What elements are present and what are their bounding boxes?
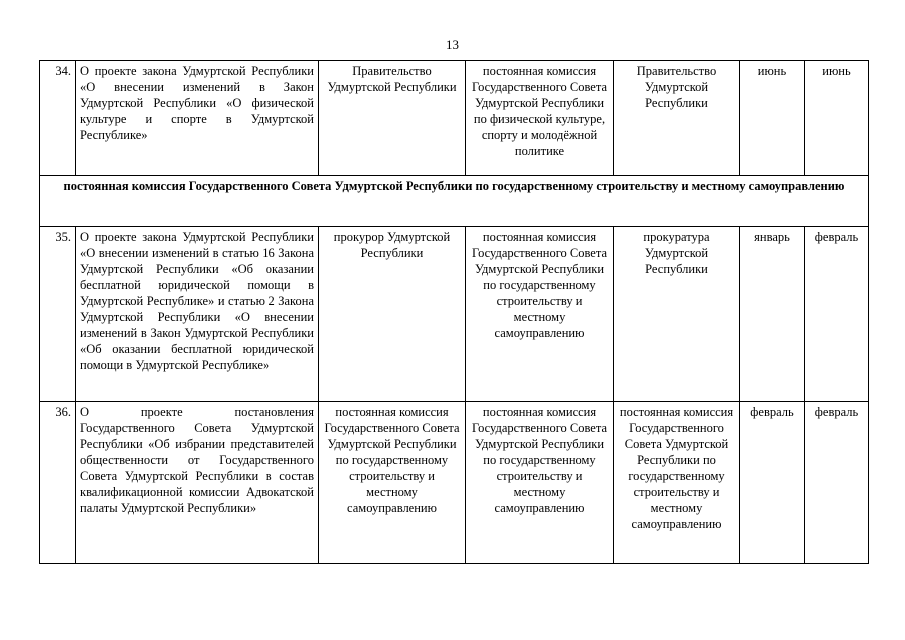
bill-title: О проекте закона Удмуртской Республики «О внесении изменений в статью 16 Закона Удмуртской Республики «Об оказании бесплатной юридической помощи в Удмуртской Республике» и статью 2 Закона Удмуртской Республики «О внесении изменений в Закон Удмуртской Республики «Об оказании бесплатной юридической помощи в Удмуртской Республике» — [76, 227, 319, 402]
responsible-committee: постоянная комиссия Государственного Совета Удмуртской Республики по физической культуре, спорту и молодёжной политике — [466, 61, 614, 176]
review-month: февраль — [805, 402, 869, 564]
bill-title: О проекте закона Удмуртской Республики «О внесении изменений в Закон Удмуртской Республики «О физической культуре и спорте в Удмуртской Республике» — [76, 61, 319, 176]
submission-month: июнь — [740, 61, 805, 176]
review-month: февраль — [805, 227, 869, 402]
row-number: 34. — [40, 61, 76, 176]
initiator: Правительство Удмуртской Республики — [319, 61, 466, 176]
initiator: постоянная комиссия Государственного Совета Удмуртской Республики по государственному строительству и местному самоуправлению — [319, 402, 466, 564]
table-row — [40, 227, 869, 402]
row-number: 35. — [40, 227, 76, 402]
row-number: 36. — [40, 402, 76, 564]
submission-month: февраль — [740, 402, 805, 564]
section-row — [40, 176, 869, 227]
table-row — [40, 61, 869, 176]
initiator: прокурор Удмуртской Республики — [319, 227, 466, 402]
responsible-committee: постоянная комиссия Государственного Совета Удмуртской Республики по государственному строительству и местному самоуправлению — [466, 227, 614, 402]
table-row — [40, 402, 869, 564]
bill-title: О проекте постановления Государственного Совета Удмуртской Республики «Об избрании представителей общественности от Государственного Совета Удмуртской Республики в состав квалификационной комиссии Адвокатской палаты Удмуртской Республики» — [76, 402, 319, 564]
co-executor: прокуратура Удмуртской Республики — [614, 227, 740, 402]
co-executor: постоянная комиссия Государственного Совета Удмуртской Республики по государственному строительству и местному самоуправлению — [614, 402, 740, 564]
review-month: июнь — [805, 61, 869, 176]
section-heading: постоянная комиссия Государственного Совета Удмуртской Республики по государственному строительству и местному самоуправлению — [40, 176, 869, 227]
legislative-plan-table — [39, 60, 869, 564]
page-number: 13 — [446, 37, 459, 52]
responsible-committee: постоянная комиссия Государственного Совета Удмуртской Республики по государственному строительству и местному самоуправлению — [466, 402, 614, 564]
co-executor: Правительство Удмуртской Республики — [614, 61, 740, 176]
submission-month: январь — [740, 227, 805, 402]
